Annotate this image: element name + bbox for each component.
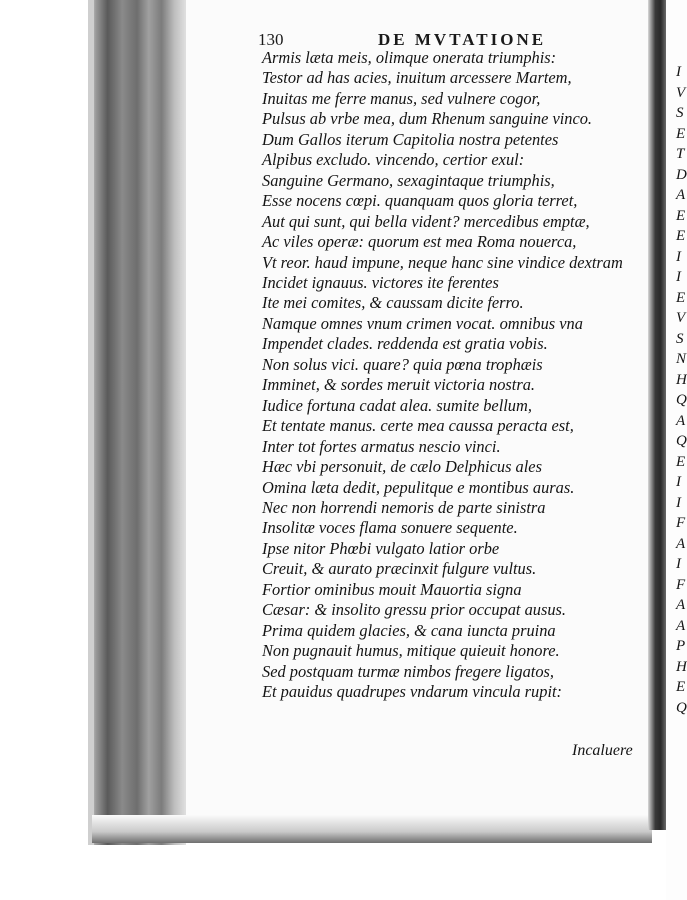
verse-line: Ite mei comites, & caussam dicite ferro. [262,293,524,313]
facing-line-initial: Q [676,699,687,716]
verse-line: Non solus vici. quare? quia pœna trophæis [262,354,543,374]
page-bottom-edge [92,815,652,843]
facing-line-initial: E [676,228,686,244]
facing-line-initial: Q [676,433,687,449]
verse-line: Sanguine Germano, sexagintaque triumphis, [262,170,555,190]
facing-line-initial: F [676,515,686,531]
facing-line-initial: E [676,453,686,470]
facing-page-initials [676,62,687,718]
verse-line: Inter tot fortes armatus nescio vinci. [262,436,501,456]
verse-line: Esse nocens cœpi. quanquam quos gloria terret, [262,191,578,211]
facing-line-initial: E [676,125,686,142]
page-number: 130 [258,30,284,49]
facing-line-initial: D [676,166,687,183]
verse-line: Hæc vbi personuit, de cælo Delphicus ales [262,457,542,477]
verse-line: Inuitas me ferre manus, sed vulnere cogor, [262,88,541,108]
facing-line-initial: H [676,371,687,388]
verse-line: Nec non horrendi nemoris de parte sinistra [262,497,546,517]
verse-text [262,48,623,703]
facing-line-initial: I [676,248,681,265]
facing-line-initial: I [676,494,681,511]
facing-line-initial: Q [676,392,687,408]
verse-line: Namque omnes vnum crimen vocat. omnibus vna [262,313,583,333]
facing-line-initial: S [676,330,684,347]
verse-line: Armis læta meis, olimque onerata triumphis: [262,48,557,67]
verse-line: Ac viles operæ: quorum est mea Roma nouerca, [262,232,577,252]
facing-line-initial: H [676,658,687,675]
verse-line: Prima quidem glacies, & cana iuncta pruina [262,620,556,640]
running-head: DE MVTATIONE [378,30,547,49]
facing-line-initial: I [676,556,681,572]
verse-line: Et tentate manus. certe mea caussa peracta est, [262,416,574,436]
verse-line: Vt reor. haud impune, neque hanc sine vindice dextram [262,252,623,272]
verse-line: Ipse nitor Phœbi vulgato latior orbe [262,538,500,558]
facing-line-initial: V [676,310,686,326]
verse-line: Et pauidus quadrupes vndarum vincula rupit: [262,682,563,702]
verse-line: Alpibus excludo. vincendo, certior exul: [262,150,525,170]
verse-line: Imminet, & sordes meruit victoria nostra. [262,375,536,395]
facing-line-initial: E [676,289,686,306]
verse-line: Dum Gallos iterum Capitolia nostra petentes [262,129,559,149]
verse-line: Creuit, & aurato præcinxit fulgure vultus. [262,559,537,579]
verse-line: Fortior ominibus mouit Mauortia signa [262,579,522,599]
verse-line: Iudice fortuna cadat alea. sumite bellum, [262,395,532,415]
facing-line-initial: A [676,617,686,634]
page-edge [88,0,94,845]
book-gutter-shadow [88,0,186,845]
facing-line-initial: A [676,187,686,203]
facing-line-initial: T [676,146,685,162]
verse-line: Impendet clades. reddenda est gratia vobis. [262,334,548,354]
facing-line-initial: N [676,351,687,367]
facing-line-initial: P [676,638,686,654]
verse-line: Sed postquam turmæ nimbos fregere ligatos, [262,661,554,681]
facing-page-gutter [648,0,666,830]
facing-line-initial: I [676,269,681,285]
facing-line-initial: A [676,597,686,613]
verse-line: Incidet ignauus. victores ite ferentes [262,272,499,292]
verse-line: Aut qui sunt, qui bella vident? mercedibus emptæ, [262,211,590,231]
facing-line-initial: S [676,105,684,121]
verse-line: Non pugnauit humus, mitique quieuit honore. [262,641,560,661]
verse-line: Omina læta dedit, pepulitque e montibus auras. [262,477,575,497]
facing-line-initial: F [676,576,686,593]
verse-line: Insolitæ voces flama sonuere sequente. [262,518,518,538]
verse-line: Cæsar: & insolito gressu prior occupat ausus. [262,600,567,620]
verse-line: Testor ad has acies, inuitum arcessere Martem, [262,68,572,88]
facing-line-initial: A [676,535,686,552]
catchword: Incaluere [572,742,633,759]
facing-line-initial: V [676,84,686,101]
facing-line-initial: E [676,207,686,224]
verse-line: Pulsus ab vrbe mea, dum Rhenum sanguine vinco. [262,109,593,129]
facing-line-initial: I [676,474,681,490]
facing-line-initial: I [676,64,681,80]
facing-line-initial: E [676,679,686,695]
facing-line-initial: A [676,412,686,429]
